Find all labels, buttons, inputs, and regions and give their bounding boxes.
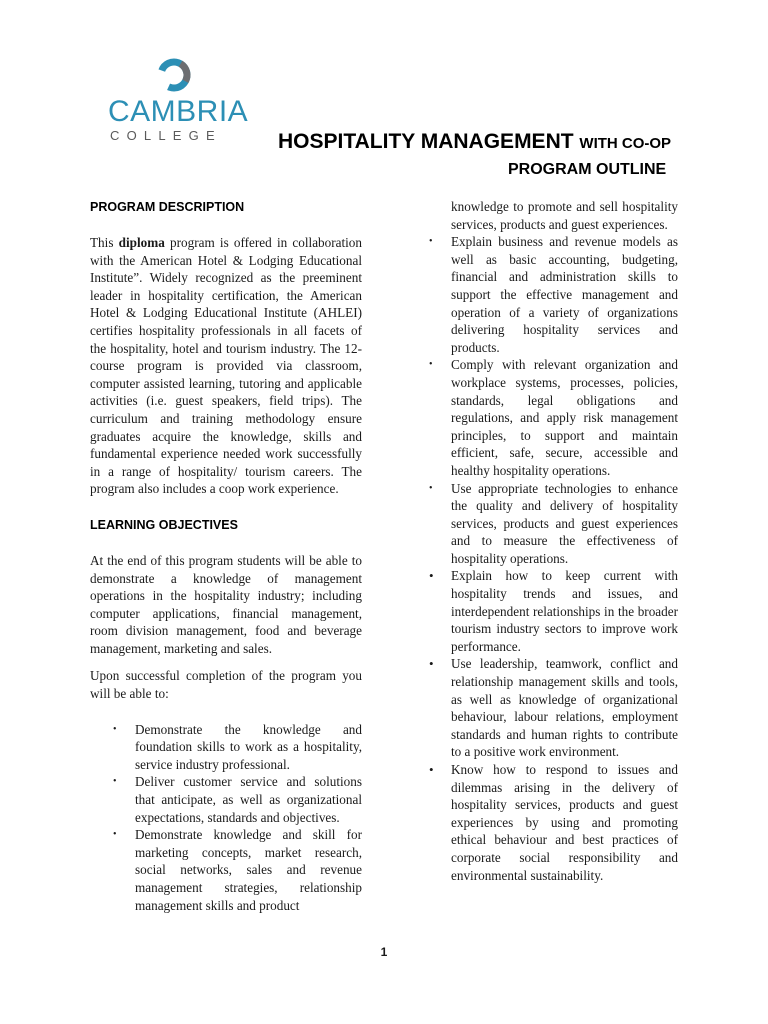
list-item: • Demonstrate the knowledge and foundation skills to work as a hospitality, service industry professional. xyxy=(113,721,362,772)
list-item-continuation: knowledge to promote and sell hospitality services, products and guest experiences. xyxy=(451,199,678,232)
bullet-icon: • xyxy=(113,723,117,735)
program-description-text: This diploma program is offered in collaboration with the American Hotel & Lodging Educational Institute”. Widely recognized as the preeminent leader in hospitality certification, the American Hotel & Lodging Educational Institute (AHLEI) certifies hospitality professionals in all facets of the hospitality, hotel and tourism industry. The 12-course program is provided via classroom, computer assisted learning, tutoring and applicable activities (i.e. guest speakers, field trips). The curriculum and training methodology ensure graduates acquire the knowledge, skills and fundamental experience needed work successfully in a range of hospitality/ tourism careers. The program also includes a coop work experience. xyxy=(90,235,362,497)
objectives-intro: At the end of this program students will be able to demonstrate a knowledge of management operations in the hospitality industry; including computer applications, financial management, room division management, food and beverage management, marketing and sales. xyxy=(90,552,362,656)
list-item: • Explain how to keep current with hospitality trends and issues, and interdependent relationships in the broader tourism industry sectors to improve work performance. xyxy=(429,568,678,654)
page-title xyxy=(278,128,738,158)
college-logo xyxy=(108,55,249,145)
bullet-icon: • xyxy=(429,359,433,371)
list-item: • Comply with relevant organization and workplace systems, processes, policies, standards, legal obligations and regulations, and apply risk management principles, to support and maintain efficient, safe, secure, accessible and healthy hospitality operations. xyxy=(429,357,678,478)
page-number: 1 xyxy=(380,945,388,959)
list-item: • Know how to respond to issues and dilemmas arising in the delivery of hospitality services, products and guest experiences by using and promoting ethical behaviour and best practices of corporate social responsibility and environmental sustainability. xyxy=(429,762,678,883)
bullet-icon: • xyxy=(429,568,434,584)
learning-objectives-heading: LEARNING OBJECTIVES xyxy=(90,517,238,532)
list-item: • Deliver customer service and solutions that anticipate, as well as organizational expectations, standards and objectives. xyxy=(113,774,362,825)
bullet-icon: • xyxy=(113,776,117,788)
bullet-icon: • xyxy=(429,236,433,248)
page-subtitle: PROGRAM OUTLINE xyxy=(508,161,667,178)
left-column xyxy=(90,198,362,914)
logo-ring-icon xyxy=(156,57,192,93)
bullet-icon: • xyxy=(113,829,117,841)
left-objectives-list xyxy=(113,721,362,915)
objectives-lead-in: Upon successful completion of the program you will be able to: xyxy=(90,668,362,702)
list-item: • Explain business and revenue models as well as basic accounting, budgeting, financial and administration skills to support the effective management and operation of a variety of organizations delivering hospitality services and products. xyxy=(429,234,678,355)
bullet-icon: • xyxy=(429,656,434,672)
bullet-icon: • xyxy=(429,482,433,494)
logo-name: CAMBRIA xyxy=(108,95,249,128)
right-column xyxy=(420,198,678,884)
diploma-emphasis: diploma xyxy=(118,235,165,250)
right-objectives-list xyxy=(429,198,678,884)
bullet-icon: • xyxy=(429,762,434,777)
title-main: HOSPITALITY MANAGEMENT xyxy=(278,130,574,153)
list-item: • Use leadership, teamwork, conflict and relationship management skills and tools, as well as knowledge of organizational behaviour, labour relations, employment standards and human rights to contribute to a positive work environment. xyxy=(429,656,678,760)
title-suffix: WITH CO-OP xyxy=(579,135,672,152)
list-item: • Demonstrate knowledge and skill for marketing concepts, market research, social networks, sales and revenue management strategies, relationship management skills and product xyxy=(113,827,362,913)
list-item: • Use appropriate technologies to enhance the quality and delivery of hospitality services, products and guest experiences and to measure the effectiveness of hospitality operations. xyxy=(429,480,678,566)
logo-subtitle: COLLEGE xyxy=(110,128,222,143)
program-description-heading: PROGRAM DESCRIPTION xyxy=(90,200,245,214)
